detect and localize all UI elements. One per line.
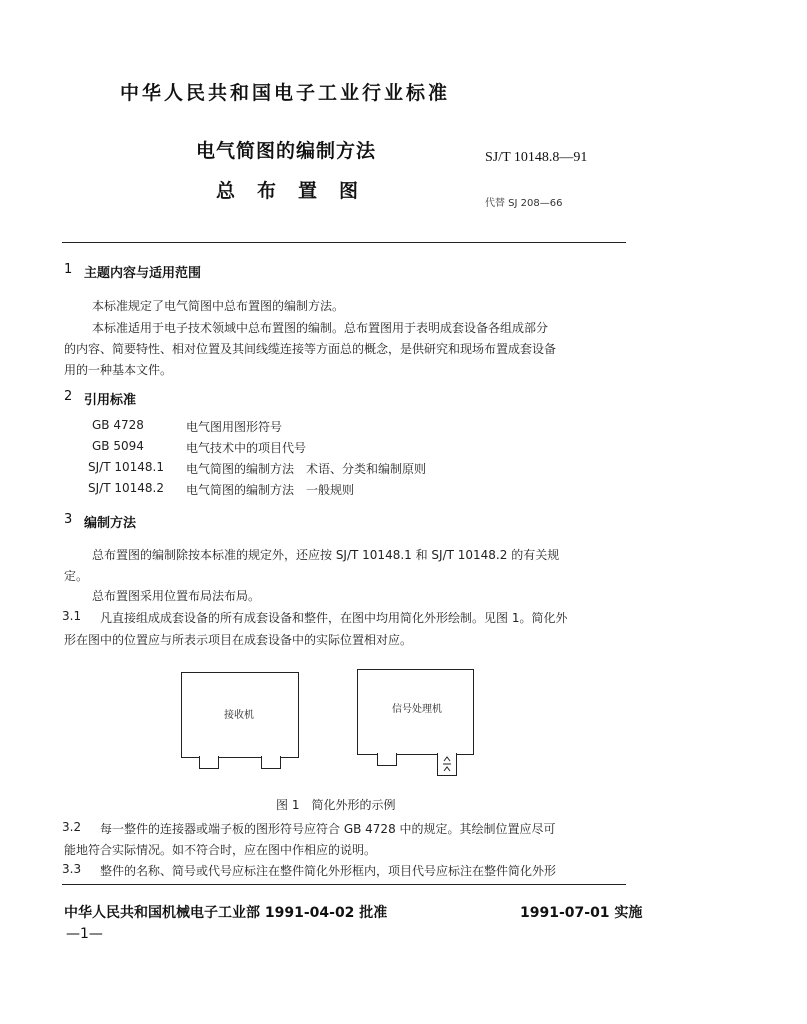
reference-code: GB 5094 <box>92 439 144 453</box>
section-number: 3 <box>64 512 73 527</box>
terminal-connector <box>437 753 457 776</box>
connector <box>199 756 219 769</box>
paragraph: 本标准规定了电气简图中总布置图的编制方法。 <box>92 299 345 313</box>
paragraph: 总布置图采用位置布局法布局。 <box>92 589 261 603</box>
terminal-arrows-icon <box>438 753 456 775</box>
reference-title: 电气技术中的项目代号 <box>186 441 307 455</box>
reference-title: 电气图用图形符号 <box>186 420 283 434</box>
header-divider <box>62 242 626 243</box>
approval-note: 中华人民共和国机械电子工业部 1991-04-02 批准 <box>64 905 388 921</box>
paragraph: 的内容、简要特性、相对位置及其间线缆连接等方面总的概念，是供研究和现场布置成套设备 <box>64 342 557 356</box>
clause-number: 3.3 <box>62 862 82 876</box>
figure-caption: 图 1 简化外形的示例 <box>276 798 396 812</box>
receiver-label: 接收机 <box>224 710 254 721</box>
reference-code: SJ/T 10148.2 <box>88 481 164 495</box>
footer-divider <box>62 884 626 885</box>
paragraph: 形在图中的位置应与所表示项目在成套设备中的实际位置相对应。 <box>64 633 413 647</box>
paragraph: 本标准适用于电子技术领域中总布置图的编制。总布置图用于表明成套设备各组成部分 <box>92 321 549 335</box>
standard-code: SJ/T 10148.8—91 <box>485 150 588 165</box>
connector <box>261 756 281 769</box>
section-title: 引用标准 <box>84 393 137 408</box>
section-number: 2 <box>64 389 73 404</box>
paragraph: 整件的名称、简号或代号应标注在整件简化外形框内，项目代号应标注在整件简化外形 <box>100 864 557 878</box>
paragraph: 能地符合实际情况。如不符合时，应在图中作相应的说明。 <box>64 843 377 857</box>
signal-processor-box <box>357 669 474 755</box>
section-number: 1 <box>64 262 73 277</box>
connector <box>377 753 397 766</box>
section-title: 编制方法 <box>84 516 137 531</box>
paragraph: 定。 <box>64 569 89 583</box>
paragraph: 总布置图的编制除按本标准的规定外，还应按 SJ/T 10148.1 和 SJ/T 10148.2 的有关规 <box>92 548 560 562</box>
reference-title: 电气简图的编制方法 一般规则 <box>186 483 355 497</box>
clause-number: 3.2 <box>62 820 82 834</box>
page-number: —1— <box>66 926 103 942</box>
reference-code: SJ/T 10148.1 <box>88 460 164 474</box>
document-title: 电气简图的编制方法 <box>196 140 377 162</box>
paragraph: 用的一种基本文件。 <box>64 363 173 377</box>
standard-header: 中华人民共和国电子工业行业标准 <box>120 82 451 104</box>
section-title: 主题内容与适用范围 <box>84 266 202 281</box>
effective-date: 1991-07-01 实施 <box>520 905 643 921</box>
replaces-note: 代替 SJ 208—66 <box>485 198 563 209</box>
paragraph: 凡直接组成成套设备的所有成套设备和整件，在图中均用简化外形绘制。见图 1。简化外 <box>100 611 568 625</box>
reference-title: 电气简图的编制方法 术语、分类和编制原则 <box>186 462 427 476</box>
clause-number: 3.1 <box>62 609 82 623</box>
receiver-box <box>181 672 299 758</box>
paragraph: 每一整件的连接器或端子板的图形符号应符合 GB 4728 中的规定。其绘制位置应尽可 <box>100 822 556 836</box>
reference-code: GB 4728 <box>92 418 144 432</box>
document-subtitle: 总布置图 <box>216 180 381 202</box>
signal-processor-label: 信号处理机 <box>392 704 442 715</box>
